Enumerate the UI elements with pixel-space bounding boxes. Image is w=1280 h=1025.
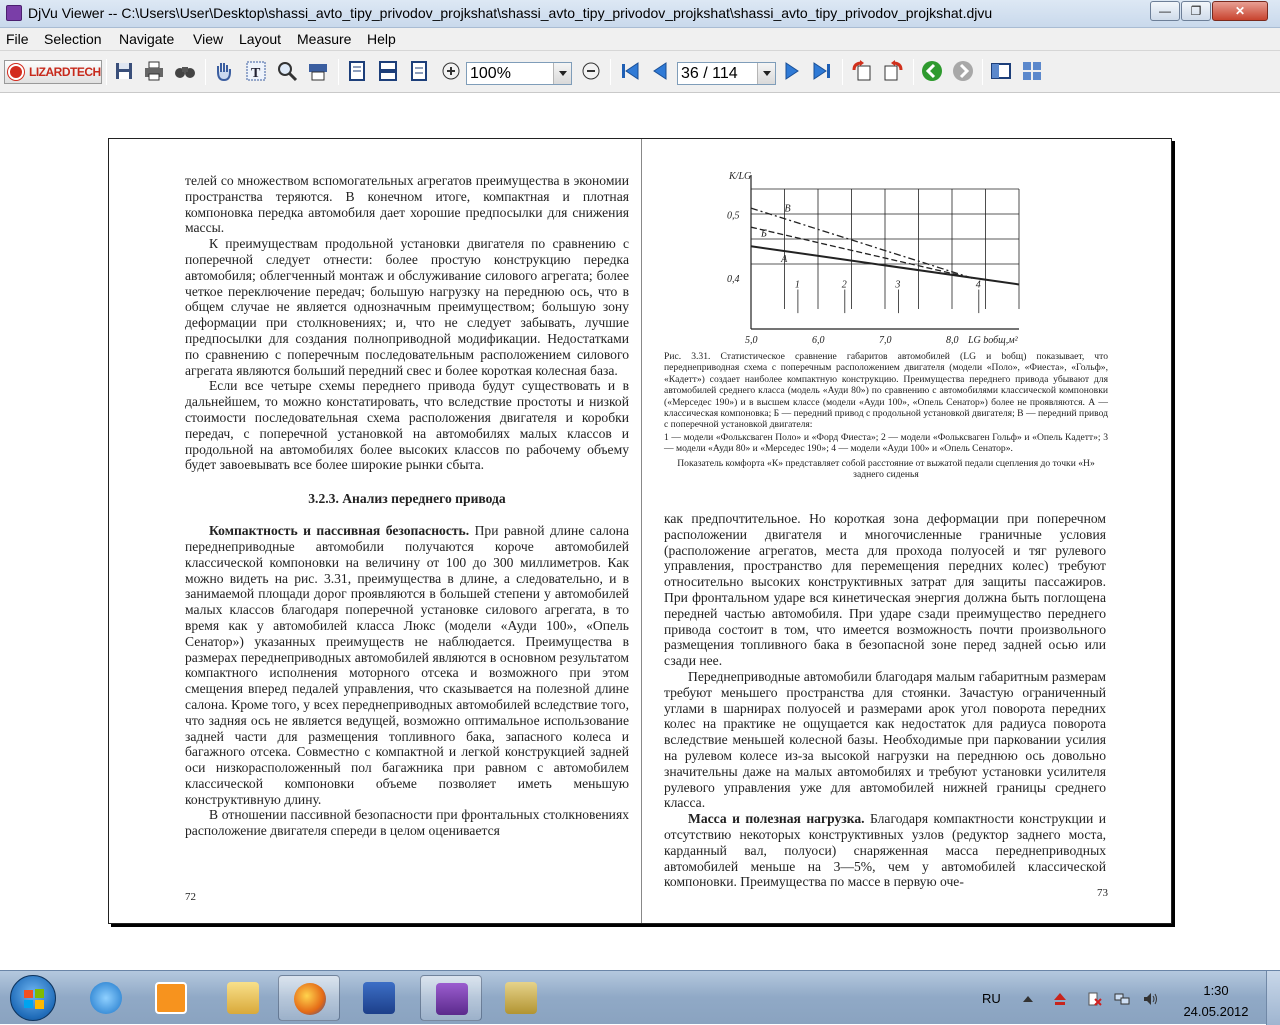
taskbar: [0, 970, 1280, 1024]
toolbar: [0, 51, 1280, 93]
zoom-in-icon[interactable]: [440, 60, 462, 82]
taskbar-explorer[interactable]: [212, 975, 274, 1021]
figure-3-31: [724, 167, 1034, 349]
figure-caption: [664, 351, 1108, 480]
close-button[interactable]: ✕: [1212, 1, 1268, 21]
zoom-tool-icon[interactable]: [276, 60, 298, 82]
left-page-text: [185, 173, 629, 839]
y-axis-label: K/LG: [729, 171, 752, 182]
lizardtech-logo-text: LIZARDTECH: [29, 65, 101, 79]
clock-date[interactable]: 24.05.2012: [1183, 1004, 1249, 1019]
document-viewer[interactable]: [0, 94, 1280, 970]
djvu-icon: [436, 983, 468, 1015]
zoom-combo[interactable]: [466, 62, 572, 85]
menu-navigate[interactable]: Navigate: [119, 31, 175, 47]
facing-pages-icon[interactable]: [408, 60, 430, 82]
menu-layout[interactable]: Layout: [239, 31, 282, 47]
continuous-page-icon[interactable]: [377, 60, 399, 82]
paragraph-body: Благодаря компактности конструкции и отсутствию некоторых конструктивных узлов (редуктор заднего моста, карданный вал, полуоси) снаряженная масса переднеприводных автомобилей меньше на 3—5%, чем у автомобилей классической компоновки. Преимущества по массе в первую оче-: [664, 811, 1107, 890]
explorer-icon: [227, 982, 259, 1014]
right-page-text: [664, 511, 1106, 890]
rotate-left-icon[interactable]: [851, 60, 873, 82]
show-hidden-icons-icon[interactable]: [1020, 992, 1036, 1006]
save-icon[interactable]: [113, 60, 135, 82]
hand-tool-icon[interactable]: [213, 60, 235, 82]
y-tick-label: 0,4: [727, 274, 740, 286]
zoom-value: 100%: [470, 65, 511, 82]
back-icon[interactable]: [921, 60, 943, 82]
forward-icon[interactable]: [952, 60, 974, 82]
rotate-right-icon[interactable]: [882, 60, 904, 82]
taskbar-firefox[interactable]: [278, 975, 340, 1021]
toolbar-separator: [610, 59, 611, 85]
paragraph: телей со множеством вспомогательных агрегатов преимущества в экономии пространства теряются. В конечном итоге, компактная и плотная компоновка передка автомобиля дает хорошие предпосылки для снижения массы.: [185, 173, 629, 236]
chevron-down-icon[interactable]: [553, 63, 571, 84]
find-icon[interactable]: [174, 60, 196, 82]
paragraph: [664, 811, 1106, 890]
bookmarks-icon[interactable]: [990, 60, 1012, 82]
x-axis-label: LG bобщ,м²: [968, 335, 1018, 346]
action-center-icon[interactable]: [1086, 992, 1102, 1006]
page-number-left: 72: [185, 891, 196, 903]
lizardtech-logo[interactable]: [4, 60, 102, 84]
paragraph-body: При равной длине салона переднеприводные автомобили получаются короче автомобилей классической компоновки на величину от 100 до 300 миллиметров. Как можно видеть на рис. 3.31, преимущества в длине, а следовательно, и в занимаемой площади дорог проявляются в большей степени у автомобилей малых классов благодаря поперечной установке силового агрегата, в то время как у автомобилей класса Люкс (модели «Ауди 100», «Опель Сенатор») указанных преимуществ не наблюдается. Преимущества в размерах переднеприводных автомобилей являются в основном результатом компактного исполнения моторного отсека и возможного при этом смещения вперед педалей управления, что сказывается на полезной длине салона. Кроме того, у всех переднеприводных автомобилей вследствие того, что задняя ось не является ведущей, возможно оптимальное использование задней части для размещения топливного бака, запасного колеса и багажного отсека. Совместно с компактной и легкой конструкцией задней оси низкорасположенный пол багажника при равном с автомобилем классической компоновки объеме позволяет иметь меньшую конструктивную длину.: [185, 523, 629, 807]
series-label: В: [784, 203, 791, 215]
keys-icon: [505, 982, 537, 1014]
network-icon[interactable]: [1114, 992, 1130, 1006]
model-point-label: 1: [794, 279, 800, 291]
text-select-icon[interactable]: [245, 60, 267, 82]
word-icon: [363, 982, 395, 1014]
chart-svg: [724, 167, 1034, 349]
windows-logo-icon: [23, 988, 45, 1010]
taskbar-word[interactable]: [348, 975, 410, 1021]
last-page-icon[interactable]: [811, 60, 833, 82]
x-tick-label: 6,0: [812, 335, 825, 346]
caption-legend: 1 — модели «Фольксваген Поло» и «Форд Фиеста»; 2 — модели «Фольксваген Гольф» и «Опель Кадетт»; 3 — модели «Ауди 80» и «Мерседес 190»; 4 — модели «Ауди 100» и «Опель Сенатор».: [664, 431, 1108, 455]
maximize-button[interactable]: ❐: [1181, 1, 1211, 21]
next-page-icon[interactable]: [781, 60, 803, 82]
taskbar-ie[interactable]: [75, 975, 137, 1021]
paragraph: Переднеприводные автомобили благодаря малым габаритным размерам требуют меньшего пространства для стоянки. Зачастую ограниченный углами в шарнирах полуосей и размерами арок угол поворота передних колес на практике не ощущается как недостаток для радиуса поворота вследствие меньшей колесной базы. Необходимые при парковании усилия на рулевом колесе из-за высокой нагрузки на переднюю ось довольно значительны даже на малых автомобилях и требуют установки усилителя рулевого управления уже для автомобилей нижней границы среднего класса.: [664, 668, 1106, 811]
menu-view[interactable]: View: [193, 31, 224, 47]
paragraph: К преимуществам продольной установки двигателя по сравнению с поперечной следует отнести: более простую конструкцию передка автомобиля; облегченный монтаж и обслуживание силового агрегата; более четкое переключение передач; большую нагрузку на переднюю ось, что в общем случае не является однозначным преимуществом; большую зону деформации при столкновениях; и, что не следует забывать, лучшие предпосылки для создания полноприводной модификации. Недостатками по сравнению с поперечным последовательным расположением силового агрегата являются больший передний свес и более короткая колесная база.: [185, 236, 629, 378]
toolbar-separator: [982, 59, 983, 85]
page-spine: [641, 139, 642, 923]
snapshot-icon[interactable]: [307, 60, 329, 82]
lizardtech-logo-icon: [8, 64, 24, 80]
taskbar-media-player[interactable]: [140, 975, 202, 1021]
page-value: 36 / 114: [681, 65, 738, 82]
page-number-right: 73: [1097, 887, 1108, 899]
x-tick-label: 5,0: [745, 335, 758, 346]
series-label: Б: [761, 228, 767, 240]
language-indicator[interactable]: RU: [982, 991, 1001, 1006]
taskbar-keys[interactable]: [490, 975, 552, 1021]
menu-selection[interactable]: Selection: [44, 31, 102, 47]
x-tick-label: 8,0: [946, 335, 959, 346]
toolbar-separator: [842, 59, 843, 85]
thumbnails-icon[interactable]: [1021, 60, 1043, 82]
volume-icon[interactable]: [1143, 992, 1159, 1006]
model-point-label: 2: [841, 279, 847, 291]
y-tick-label: 0,5: [727, 210, 740, 222]
paragraph: Если все четыре схемы переднего привода будут существовать и в дальнейшем, то можно констатировать, что вследствие простоты и низкой стоимости последовательная схема расположения двигателя и коробки передач, с поперечной установкой на автомобилях малых классов и продольной на автомобилях более высоких классов по рабочему объему будет завоевывать все более широкие рынки сбыта.: [185, 378, 629, 473]
runin-heading: Компактность и пассивная безопасность.: [209, 523, 470, 539]
minimize-button[interactable]: —: [1150, 1, 1180, 21]
toolbar-separator: [913, 59, 914, 85]
menu-file[interactable]: File: [6, 31, 29, 47]
svg-text:T: T: [251, 66, 261, 81]
toolbar-separator: [205, 59, 206, 85]
paragraph: [185, 523, 629, 807]
media-player-icon: [155, 982, 187, 1014]
page-combo[interactable]: [677, 62, 776, 85]
zoom-out-icon[interactable]: [580, 60, 602, 82]
print-icon[interactable]: [143, 60, 165, 82]
title-bar: [0, 0, 1280, 28]
clock-time[interactable]: 1:30: [1203, 983, 1229, 998]
first-page-icon[interactable]: [619, 60, 641, 82]
chevron-down-icon[interactable]: [757, 63, 775, 84]
start-button[interactable]: [10, 975, 56, 1021]
djvu-app-icon: [6, 5, 22, 21]
page-spread: [108, 138, 1172, 924]
caption-note: Показатель комфорта «К» представляет собой расстояние от выжатой педали сцепления до точки «Н» заднего сиденья: [677, 457, 1095, 481]
paragraph: В отношении пассивной безопасности при фронтальных столкновениях расположение двигателя спереди в целом оценивается: [185, 807, 629, 839]
model-point-label: 3: [895, 279, 901, 291]
safely-remove-icon[interactable]: [1052, 992, 1068, 1006]
menu-help[interactable]: Help: [367, 31, 396, 47]
single-page-icon[interactable]: [346, 60, 368, 82]
series-label: А: [781, 254, 788, 266]
previous-page-icon[interactable]: [649, 60, 671, 82]
caption-text: Рис. 3.31. Статистическое сравнение габаритов автомобилей (LG и bобщ) показывает, что переднеприводная схема с поперечным расположением двигателя (модели «Поло», «Фиеста», «Гольф», «Кадетт») создает наиболее компактную конструкцию. Преимущества переднего привода убывают для автомобилей среднего класса (модель «Ауди 80») по сравнению с автомобилями классической компоновки («Мерседес 190») и в высшем классе (модели «Ауди 100», «Опель Сенатор») более не проявляются. А — классическая компоновка; Б — передний привод с продольной установкой двигателя; В — передний привод с поперечной установкой двигателя:: [664, 351, 1108, 431]
menu-measure[interactable]: Measure: [297, 31, 352, 47]
x-tick-label: 7,0: [879, 335, 892, 346]
show-desktop-button[interactable]: [1266, 971, 1280, 1025]
window-title: DjVu Viewer -- C:\Users\User\Desktop\shassi_avto_tipy_privodov_projkshat\shassi_avto_tipy_privodov_projkshat\shassi_avto_tipy_privodov_projkshat.djvu: [28, 5, 993, 21]
menu-bar: [0, 28, 1280, 51]
taskbar-djvu[interactable]: [420, 975, 482, 1021]
toolbar-separator: [338, 59, 339, 85]
model-point-label: 4: [975, 279, 981, 291]
runin-heading: Масса и полезная нагрузка.: [688, 811, 865, 827]
ie-icon: [90, 982, 122, 1014]
toolbar-separator: [106, 59, 107, 85]
paragraph: как предпочтительное. Но короткая зона деформации при поперечном расположении двигателя и многочисленные граничные условия (расположение агрегатов, места для прохода полуосей и тяг рулевого управления, пространство для перемещения передних колес) требуют относительно высоких конструктивных затрат для защиты пассажиров. При фронтальном ударе вся кинетическая энергия должна быть поглощена передней частью автомобиля. При ударе сзади преимущество переднего привода состоит в том, что имеется возможность почти произвольного размещения топливного бака в безопасной зоне перед задней осью или сзади нее.: [664, 511, 1106, 669]
firefox-icon: [294, 983, 326, 1015]
section-heading: 3.2.3. Анализ переднего привода: [308, 491, 506, 507]
